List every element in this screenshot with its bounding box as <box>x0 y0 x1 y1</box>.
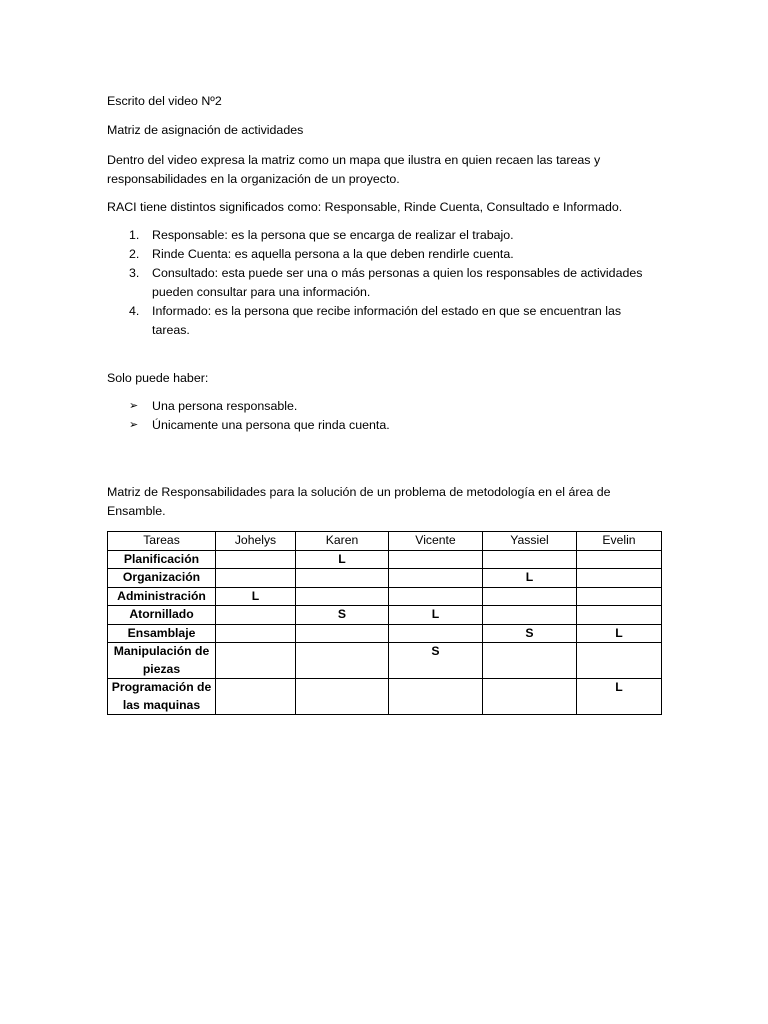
table-row <box>108 643 662 679</box>
table-cell <box>296 569 389 588</box>
list-item: ➢ Una persona responsable. <box>107 397 647 416</box>
table-cell <box>389 550 483 569</box>
table-cell: S <box>389 643 483 679</box>
table-cell <box>483 606 577 625</box>
table-cell <box>216 569 296 588</box>
table-cell <box>389 624 483 643</box>
table-cell <box>577 587 662 606</box>
matrix-title: Matriz de Responsabilidades para la solución de un problema de metodología en el área de Ensamble. <box>107 485 611 518</box>
table-cell <box>216 550 296 569</box>
table-cell <box>216 624 296 643</box>
list-item: 3. Consultado: esta puede ser una o más personas a quien los responsables de actividades pueden consultar para una información. <box>129 266 643 299</box>
table-row <box>108 569 662 588</box>
task-cell: Planificación <box>108 550 216 569</box>
intro-paragraph: Dentro del video expresa la matriz como un mapa que ilustra en quien recaen las tareas y responsabilidades en la organización de un proyecto. <box>107 153 601 186</box>
table-row <box>108 550 662 569</box>
table-row <box>108 624 662 643</box>
list-item: 1. Responsable: es la persona que se encarga de realizar el trabajo. <box>129 228 514 242</box>
column-header: Yassiel <box>483 532 577 551</box>
table-cell: L <box>577 679 662 715</box>
document-subtitle: Matriz de asignación de actividades <box>107 123 304 137</box>
table-row <box>108 606 662 625</box>
table-cell: S <box>483 624 577 643</box>
table-cell <box>216 643 296 679</box>
list-item: 4. Informado: es la persona que recibe información del estado en que se encuentran las tareas. <box>129 304 622 337</box>
table-cell <box>389 587 483 606</box>
table-cell: L <box>296 550 389 569</box>
table-cell <box>577 550 662 569</box>
table-cell <box>577 569 662 588</box>
column-header: Johelys <box>216 532 296 551</box>
table-row <box>108 587 662 606</box>
table-cell: L <box>577 624 662 643</box>
table-cell <box>296 643 389 679</box>
table-header-row <box>108 532 662 551</box>
table-row <box>108 679 662 715</box>
raci-steps-list <box>107 226 647 340</box>
table-cell <box>216 679 296 715</box>
list-item: 2. Rinde Cuenta: es aquella persona a la que deben rendirle cuenta. <box>129 247 514 261</box>
table-cell <box>577 606 662 625</box>
column-header: Tareas <box>108 532 216 551</box>
table-cell <box>296 587 389 606</box>
task-cell: Manipulación de piezas <box>108 643 216 679</box>
arrow-bullet-icon: ➢ <box>129 400 139 412</box>
column-header: Vicente <box>389 532 483 551</box>
table-cell <box>216 606 296 625</box>
table-cell: L <box>483 569 577 588</box>
table-cell <box>577 643 662 679</box>
table-cell <box>296 624 389 643</box>
task-cell: Ensamblaje <box>108 624 216 643</box>
table-cell <box>483 643 577 679</box>
raci-definition: RACI tiene distintos significados como: Responsable, Rinde Cuenta, Consultado e Informado. <box>107 200 623 214</box>
document-title: Escrito del video Nº2 <box>107 94 222 108</box>
task-cell: Administración <box>108 587 216 606</box>
table-cell <box>389 679 483 715</box>
table-cell: L <box>389 606 483 625</box>
solo-label: Solo puede haber: <box>107 371 209 385</box>
table-cell <box>483 550 577 569</box>
column-header: Karen <box>296 532 389 551</box>
table-cell <box>483 587 577 606</box>
rules-bullet-list <box>107 397 647 435</box>
list-item: ➢ Únicamente una persona que rinda cuenta. <box>107 416 647 435</box>
table-cell: L <box>216 587 296 606</box>
table-cell: S <box>296 606 389 625</box>
responsibility-matrix-table <box>107 531 662 715</box>
arrow-bullet-icon: ➢ <box>129 419 139 431</box>
table-cell <box>296 679 389 715</box>
table-cell <box>389 569 483 588</box>
task-cell: Programación de las maquinas <box>108 679 216 715</box>
table-cell <box>483 679 577 715</box>
task-cell: Atornillado <box>108 606 216 625</box>
task-cell: Organización <box>108 569 216 588</box>
column-header: Evelin <box>577 532 662 551</box>
